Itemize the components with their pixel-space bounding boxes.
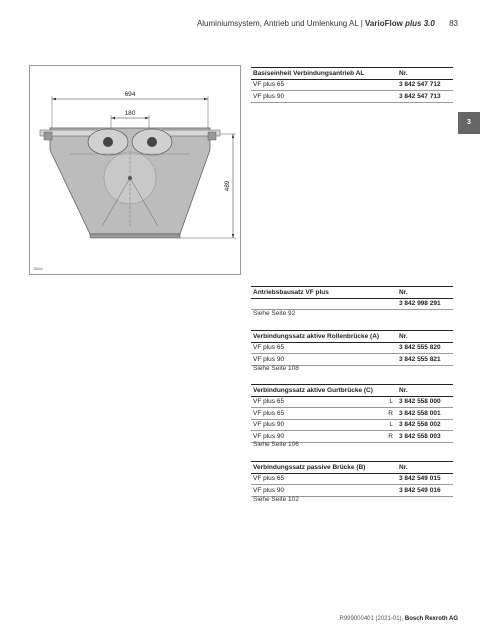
table-header-row (251, 68, 453, 80)
table-header: Verbindungssatz passive Brücke (B) (251, 462, 397, 474)
dim-height-label: 489 (224, 180, 231, 192)
row-nr: 3 842 558 002 (397, 419, 453, 431)
row-nr: 3 842 555 820 (397, 342, 453, 354)
row-label: VF plus 65 (251, 473, 397, 485)
table-row (251, 342, 453, 354)
row-side: L (377, 419, 397, 431)
table-row (251, 408, 453, 420)
table-header: Verbindungssatz aktive Rollenbrücke (A) (251, 331, 397, 343)
table-row (251, 79, 453, 91)
row-side: R (377, 408, 397, 420)
table-header-row (251, 331, 453, 343)
footer-doc: R999000401 (2021-01), (339, 616, 404, 622)
drawing-svg (30, 66, 240, 274)
page-number: 83 (449, 19, 458, 28)
table-row (251, 473, 453, 485)
row-side: L (377, 396, 397, 408)
nr-header: Nr. (397, 68, 453, 80)
row-nr: 3 842 998 291 (397, 298, 453, 310)
row-nr: 3 842 547 712 (397, 79, 453, 91)
nr-header: Nr. (397, 331, 453, 343)
row-label: VF plus 65 (251, 342, 397, 354)
table-row (251, 298, 453, 310)
row-nr: 3 842 558 000 (397, 396, 453, 408)
table-passive-bruecke (251, 461, 453, 497)
table-header: Basiseinheit Verbindungsantrieb AL (251, 68, 397, 80)
table-row (251, 354, 453, 366)
table-gurtbruecke (251, 384, 453, 443)
header-title: Aluminiumsystem, Antrieb und Umlenkung AL | (196, 19, 363, 28)
see-page-link[interactable]: Siehe Seite 106 (253, 441, 299, 448)
figure-id: 28604 (33, 267, 43, 271)
table-header: Verbindungssatz aktive Gurtbrücke (C) (251, 385, 377, 397)
table-rollenbruecke (251, 330, 453, 366)
row-side: R (377, 431, 397, 443)
table-row (251, 91, 453, 103)
table-antriebsbausatz (251, 286, 453, 310)
row-nr: 3 842 558 001 (397, 408, 453, 420)
page-footer (339, 616, 458, 622)
row-nr: 3 842 547 713 (397, 91, 453, 103)
row-label: VF plus 90 (251, 419, 377, 431)
side-header (377, 385, 397, 397)
row-label: VF plus 90 (251, 354, 397, 366)
row-label (251, 298, 397, 310)
chapter-tab[interactable]: 3 (458, 112, 480, 134)
table-row (251, 419, 453, 431)
see-page-link[interactable]: Siehe Seite 108 (253, 365, 299, 372)
brand-prefix: VarioFlow (365, 19, 403, 28)
table-basiseinheit (251, 67, 453, 103)
footer-company: Bosch Rexroth AG (404, 616, 458, 622)
table-header-row (251, 385, 453, 397)
row-label: VF plus 65 (251, 396, 377, 408)
row-label: VF plus 65 (251, 79, 397, 91)
row-label: VF plus 65 (251, 408, 377, 420)
row-nr: 3 842 549 016 (397, 485, 453, 497)
table-header-row (251, 287, 453, 299)
brand-suffix: plus 3.0 (405, 19, 435, 28)
see-page-link[interactable]: Siehe Seite 92 (253, 310, 296, 317)
row-label: VF plus 90 (251, 431, 377, 443)
nr-header: Nr. (397, 287, 453, 299)
row-nr: 3 842 555 821 (397, 354, 453, 366)
page-header (197, 19, 458, 28)
row-label: VF plus 90 (251, 485, 397, 497)
row-label: VF plus 90 (251, 91, 397, 103)
dim-width-label: 694 (124, 91, 136, 98)
dim-inner-label: 180 (124, 110, 136, 117)
technical-drawing (29, 65, 241, 275)
nr-header: Nr. (397, 462, 453, 474)
header-brand (365, 19, 435, 28)
see-page-link[interactable]: Siehe Seite 102 (253, 496, 299, 503)
table-header-row (251, 462, 453, 474)
table-header: Antriebsbausatz VF plus (251, 287, 397, 299)
table-row (251, 396, 453, 408)
table-row (251, 485, 453, 497)
nr-header: Nr. (397, 385, 453, 397)
row-nr: 3 842 558 003 (397, 431, 453, 443)
row-nr: 3 842 549 015 (397, 473, 453, 485)
